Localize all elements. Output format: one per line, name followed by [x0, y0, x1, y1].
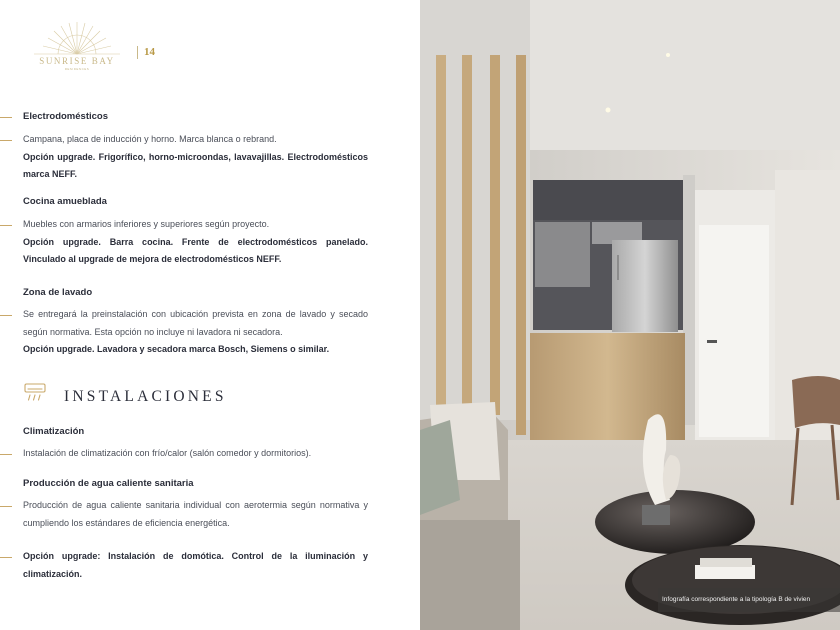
- body-line: Se entregará la preinstalación con ubicación prevista en zona de lavado y secado según normativa. Esta opción no incluye ni lavadora ni secadora.: [23, 309, 368, 337]
- upgrade-line: Opción upgrade. Frigorífico, horno-microondas, lavavajillas. Electrodomésticos marca NEFF.: [23, 151, 368, 179]
- logo-wordmark: SUNRISE BAY: [39, 56, 115, 66]
- gold-marker: [0, 117, 12, 118]
- gold-marker: [0, 506, 12, 507]
- body-line: Campana, placa de inducción y horno. Marca blanca o rebrand.: [23, 134, 277, 144]
- air-conditioner-icon: [24, 382, 46, 404]
- section-body-lavado: [23, 306, 368, 359]
- sunrise-bay-logo: [28, 20, 126, 72]
- upgrade-line: Opción upgrade. Barra cocina. Frente de electrodomésticos panelado. Vinculado al upgrade de mejora de electrodomésticos NEFF.: [23, 236, 368, 264]
- photo-caption: Infografía correspondiente a la tipología B de vivien: [662, 596, 811, 603]
- section-heading-cocina: Cocina amueblada: [23, 196, 107, 207]
- interior-render-photo: [420, 0, 840, 630]
- body-line: Instalación de climatización con frío/calor (salón comedor y dormitorios).: [23, 448, 312, 458]
- section-body-cocina: [23, 216, 368, 269]
- body-line: Muebles con armarios inferiores y superiores según proyecto.: [23, 219, 270, 229]
- section-heading-lavado: Zona de lavado: [23, 287, 93, 298]
- gold-marker: [0, 225, 12, 226]
- body-line: Producción de agua caliente sanitaria individual con aerotermia según normativa y cumpliendo los estándares de eficiencia energética.: [23, 500, 368, 528]
- logo-subtitle: RESIDENCES: [64, 67, 90, 71]
- section-heading-electrodomesticos: Electrodomésticos: [23, 111, 108, 122]
- upgrade-line: Opción upgrade: Instalación de domótica. Control de la iluminación y climatización.: [23, 551, 368, 579]
- gold-marker: [0, 315, 12, 316]
- gold-marker: [0, 454, 12, 455]
- gold-marker: [0, 557, 12, 558]
- page-number: 14: [144, 46, 155, 58]
- gold-marker: [0, 140, 12, 141]
- section-body-electrodomesticos: [23, 131, 368, 184]
- upgrade-line: Opción upgrade. Lavadora y secadora marca Bosch, Siemens o similar.: [23, 344, 330, 354]
- heading-agua-caliente: Producción de agua caliente sanitaria: [23, 478, 194, 489]
- section-title-instalaciones: INSTALACIONES: [64, 388, 227, 405]
- body-climatizacion: [23, 445, 368, 463]
- body-agua-caliente: [23, 497, 368, 532]
- upgrade-domotica: [23, 548, 368, 583]
- page-number-divider: [137, 46, 138, 59]
- heading-climatizacion: Climatización: [23, 426, 85, 437]
